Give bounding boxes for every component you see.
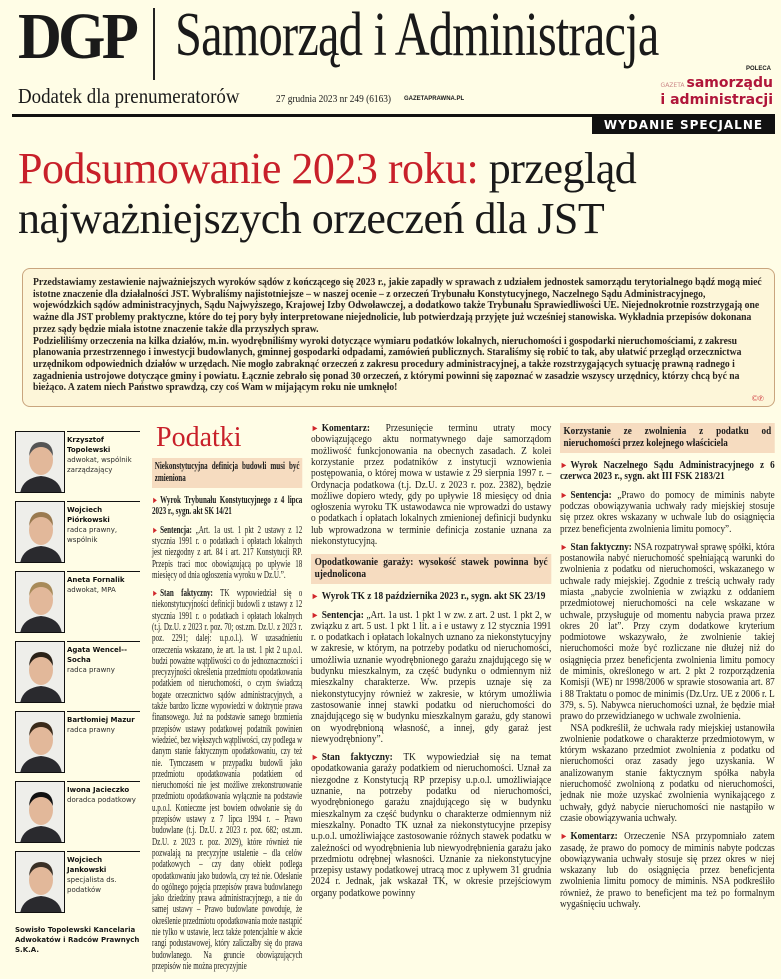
author-name: Iwona Jacieczko [67,786,130,795]
partner-line2: i administracji [660,92,773,108]
triangle-bullet-icon: ► [560,831,568,842]
supplement-subtitle: Dodatek dla prenumeratorów [18,84,240,108]
sentencja: ► Sentencja: „Art. 1a ust. 1 pkt 1 w zw. z art. 2 ust. 1 pkt 2, w związku z art. 5 ust. 1 pkt 1 lit. a i e ustawy z 12 stycznia 1991 r. o podatkach i opłatach lokalnych uznano za niekonstytucyjny w zakresie, w którym, na potrzeby podatku od nieruchomości, umożliwia uznanie wyodrębnionego garażu znajdującego się w budynku mieszkalnym, za część budynku o odmiennym niż mieszkalny charakterze. Ww. przepis uznaje się za niekonstytucyjny również w zakresie, w którym umożliwia zastosowanie innej stawki podatku od nieruchomości do znajdującego się w budynku mieszkalnym garażu, gdy stanowi on wyodrębnioną własność, a innej, gdy garaż jest niewyodrębniony”. [311,609,552,745]
masthead-title: Samorząd i Administracja [175,1,659,69]
section-title: Podatki [156,422,242,454]
author-card [15,851,140,919]
column-1 [152,423,302,979]
avatar [15,851,65,913]
stan-faktyczny: ► Stan faktyczny: TK wypowiedział się na temat opodatkowania garaży podatkiem od nieruchomości. Uznał za niezgodne z Konstytucją RP przepisy u.p.o.l. umożliwiające uznanie, na potrzeby podatku od nieruchomości, wyodrębnionego garażu znajdującego się w budynku mieszkalnym za część budynku o charakterze odmiennym niż mieszkalny. Ponadto TK uznał za niekonstytucyjne przepisy u.p.o.l. umożliwiające zastosowanie różnych stawek podatku w zależności od wyodrębnienia lub niewyodrębnienia garażu jako przedmiotu odrębnej własności. Uznanie za niekonstytucyjne przepisy ustawy podatkowej utracą moc z upływem 31 grudnia 2024 r. Jednak, jak wskazał TK, w okresie przejściowym organy podatkowe powinny [311,752,552,899]
poleca-label: POLECA [746,66,772,72]
triangle-bullet-icon: ► [560,541,568,552]
author-card [15,431,140,499]
author-name: Wojciech Piórkowski [67,506,110,525]
avatar [15,641,65,703]
komentarz: ► Komentarz: Orzeczenie NSA przypomniało zatem zasadę, że prawo do pomocy de miminis nabyte podczas obowiązywania uchwały stosuje się przez okres w niej wskazany lub do osiągnięcia przez beneficjenta zwolnienia limitu pomocy de miminis. NSA podkreśliło również, że prawo to beneficjent ma też po formalnym wygaśnięciu uchwały. [560,831,775,911]
triangle-bullet-icon: ► [311,423,320,434]
triangle-bullet-icon: ► [152,524,159,535]
author-role: adwokat, wspólnik zarządzający [67,456,132,475]
avatar [15,711,65,773]
authors-list [15,431,140,955]
komentarz: ► Komentarz: Przesunięcie terminu utraty mocy obowiązującego aktu normatywnego daje samorządom możliwość funkcjonowania na obecnych zasadach. Z kolei korzystanie przez podatników z instytucji wznowienia postępowania, o której mowa w ustawie z 29 sierpnia 1997 r. – Ordynacja podatkowa (t.j. Dz.U. z 2023 r. poz. 2382), będzie możliwe dopiero wtedy, gdy po upływie 18 miesięcy od dnia ogłoszenia wyroku TK ustawodawca nie wprowadzi do ustawy o podatkach i opłatach lokalnych zmienionej definicji budynku lub wprowadzona w terminie definicja zostanie uznana za niekonstytucyjną. [311,423,552,547]
column-2 [311,423,551,906]
author-role: radca prawny [67,726,115,735]
special-edition-badge: WYDANIE SPECJALNE [592,117,775,134]
page-title [18,144,778,244]
firm-name: Sowisło Topolewski Kancelaria Adwokatów i Radców Prawnych S.K.A. [15,926,140,955]
partner-prefix: GAZETA [660,82,685,89]
author-card [15,501,140,569]
author-role: radca prawny [67,666,115,675]
author-card [15,571,140,639]
sentencja: ► Sentencja: „Art. 1a ust. 1 pkt 2 ustawy z 12 stycznia 1991 r. o podatkach i opłatach lokalnych jest niezgodny z art. 84 i art. 217 Konstytucji RP. Przepis traci moc obowiązującą po upływie 18 miesięcy od dnia ogłoszenia wyroku w Dz.U.”. [152,524,303,581]
avatar [15,571,65,633]
column-3 [560,423,775,917]
case-reference: ► Wyrok TK z 18 października 2023 r., sygn. akt SK 23/19 [311,591,546,603]
case-reference: ► Wyrok Trybunału Konstytucyjnego z 4 lipca 2023 r., sygn. akt SK 14/21 [152,495,303,518]
author-role: specjalista ds. podatków [67,876,117,895]
author-name: Krzysztof Topolewski [67,436,111,455]
author-name: Wojciech Jankowski [67,856,107,875]
site-link[interactable]: GAZETAPRAWNA.PL [404,96,465,102]
dgp-logo: DGP [18,0,136,73]
avatar [15,431,65,493]
title-black: przegląd najważniejszych orzeczeń dla JST [18,144,637,243]
triangle-bullet-icon: ► [560,489,568,500]
article-heading: Niekonstytucyjna definicja budowli musi być zmieniona [152,458,302,488]
avatar [15,501,65,563]
stan-faktyczny-continued: NSA podkreślił, że uchwała rady miejskiej ustanowiła zwolnienie podatkowe o charakterze przedmiotowym, w którym wskazano przedmiot zwolnienia z podatku od nieruchomości oraz zasady jego uzyskania. W analizowanym stanie faktycznym spółka nabyła nieruchomość zwolnioną z podatku od nieruchomości, jednak nie może uzyskać zwolnienia wynikającego z uchwały, gdyż nabycie nieruchomości nie nastąpiło w czasie obowiązywania uchwały. [560,722,775,824]
partner-line1: samorządu [686,75,773,91]
author-role: radca prawny, wspólnik [67,526,118,545]
article-heading: Opodatkowanie garaży: wysokość stawek powinna być ujednolicona [311,554,551,584]
author-name: Aneta Fornalik [67,576,125,585]
article-heading: Korzystanie ze zwolnienia z podatku od nieruchomości przez kolejnego właściciela [560,423,775,453]
author-card [15,781,140,849]
intro-paragraph: Przedstawiamy zestawienie najważniejszych wyroków sądów z kończącego się 2023 r., jakie zapadły w sprawach z udziałem jednostek samorządu terytorialnego bądź mogą mieć istotne znaczenie dla działalności JST. Wybraliśmy najistotniejsze – w naszej ocenie – z orzeczeń Trybunału Konstytucyjnego, Naczelnego Sądu Administracyjnego, wojewódzkich sądów administracyjnych, Sądu Najwyższego, Krajowej Izby Odwoławczej, a dodatkowo także Trybunału Sprawiedliwości UE. Niejednokrotnie rozstrzygają one ważne dla JST problemy praktyczne, które do tej pory były interpretowane niejednolicie, lub potwierdzają przyjęte już wcześniej stanowiska. Wykładnia przepisów dokonana przez sądy będzie miała istotne znaczenie także dla przyszłych spraw. [33,277,762,335]
title-red: Podsumowanie 2023 roku: [18,144,479,193]
intro-paragraph: Podzieliliśmy orzeczenia na kilka działów, m.in. wyodrębniliśmy wyroki dotyczące wymiaru podatków lokalnych, nieruchomości i gospodarki nieruchomościami, z zakresu planowania przestrzennego i inwestycji budowlanych, gminnej gospodarki odpadami, zamówień publicznych. Staraliśmy się robić to tak, aby ułatwić przegląd orzecznictwa urzędnikom odpowiednich działów w urzędach. Nie mogło zabraknąć orzeczeń z zakresu procedury administracyjnej, a także rozstrzygających sytuację prawną radnego i zagadnienia ustrojowe dotyczące gminy i powiatu. Łącznie zebrało się ponad 30 orzeczeń, z którymi powinni się zapoznać w zasadzie wszyscy urzędnicy, którzy chcą być na bieżąco. A zatem niech Państwo sprawdzą, czy coś Wam w mijającym roku nie umknęło! [33,335,742,394]
case-reference: ► Wyrok Naczelnego Sądu Administracyjnego z 6 czerwca 2023 r., sygn. akt III FSK 2183/21 [560,460,775,483]
masthead-divider [153,8,155,80]
page-header [0,0,781,268]
author-name: Agata Wencel--Socha [67,646,127,665]
stan-faktyczny: ► Stan faktyczny: TK wypowiedział się o niekonstytucyjności definicji budowli z ustawy z 12 stycznia 1991 r. o podatkach i opłatach lokalnych (t.j. Dz.U. z 2023 r. poz. 70; ost.zm. Dz.U. z 2023 r. poz. 2291; dalej: u.p.o.l.). W uzasadnieniu orzeczenia wskazano, że art. 1a ust. 1 pkt 2 u.p.o.l. budzi poważne wątpliwości co do jednoznaczności i precyzyjności określenia przedmiotu opodatkowania podatkiem od nieruchomości, o czym świadczą bogate orzecznictwo sądów administracyjnych, a także bardzo liczne wypowiedzi w doktrynie prawa finansowego. Już na podstawie samego brzmienia przepisów ustawy podatkowej podatnik powinien wiedzieć, bez większych wątpliwości, czy podlega w danym stanie faktycznym opodatkowaniu, czy też nie. Tymczasem w przypadku budowli jako przedmiotu opodatkowania podatkiem od nieruchomości nie jest możliwe zrekonstruowanie przedmiotu opodatkowania wyłącznie na podstawie u.p.o.l. Konieczne jest bowiem odwołanie się do przepisów ustawy z 7 lipca 1994 r. – Prawo budowlane (t.j. Dz.U. z 2023 r. poz. 682; ost.zm. Dz.U. z 2023 r. poz. 2029), które również nie pozwalają na precyzyjne ustalenie – dla celów podatkowych – czy dany obiekt podlega opodatkowaniu jako budowla, czy też nie. Odesłanie do ogólnego pojęcia przepisów prawa budowlanego jako dziedziny prawa administracyjnego, a nie do samej ustawy – Prawo budowlane powoduje, że określenie przedmiotu opodatkowania może nastąpić nie tylko w ustawie, lecz także potencjalnie w akcie rangi podustawowej, który zaliczałby się do prawa budowlanego. Na gruncie obowiązujących przepisów nie można precyzyjnie [152,588,303,972]
author-card [15,711,140,779]
sentencja: ► Sentencja: „Prawo do pomocy de miminis nabyte podczas obowiązywania uchwały rady miejskiej stosuje się przez okres wskazany w uchwale lub do osiągnięcia przez beneficjenta zwolnienia limitu pomocy”. [560,489,775,535]
partner-logo [660,76,773,107]
author-name: Bartłomiej Mazur [67,716,135,725]
avatar [15,781,65,843]
triangle-bullet-icon: ► [311,609,320,620]
triangle-bullet-icon: ► [152,588,159,599]
author-card [15,641,140,709]
triangle-bullet-icon: ► [152,495,159,506]
triangle-bullet-icon: ► [311,591,320,602]
stan-faktyczny: ► Stan faktyczny: NSA rozpatrywał sprawę spółki, która postanowiła nabyć nieruchomość spełniającą warunki do zwolnienia z podatku od nieruchomości, wskazanego w uchwale rady miejskiej. Zgodnie z treścią uchwały rady miasta „nabycie zwolnienia w związku z oddaniem przedmiotowej nieruchomości na cele wskazane w uchwale, przysługuje od momentu nabycia prawa przez okres 20 lat”. Przy czym dodatkowe kryterium podmiotowe wskazywało, że zwolnienie takiej nieruchomości może być rozliczane nie dłużej niż do osiągnięcia przez beneficjenta zwolnienia limitu pomocy de miminis, określonego w art. 2 pkt 2 rozporządzenia Komisji (WE) nr 1998/2006 w sprawie stosowania art. 87 i 88 Traktatu o pomoc de minimis (Dz.Urz. UE z 2006 r. L 379, s. 5). Nabywca nieruchomości uznał, że będzie miał prawo do przewidzianego w uchwale zwolnienia. [560,541,775,723]
triangle-bullet-icon: ► [560,460,568,471]
intro-box [22,268,775,407]
issue-date: 27 grudnia 2023 nr 249 (6163) [276,93,392,105]
author-role: adwokat, MPA [67,586,116,595]
author-role: doradca podatkowy [67,796,136,805]
triangle-bullet-icon: ► [311,752,320,763]
signature: ©℗ [751,394,764,404]
